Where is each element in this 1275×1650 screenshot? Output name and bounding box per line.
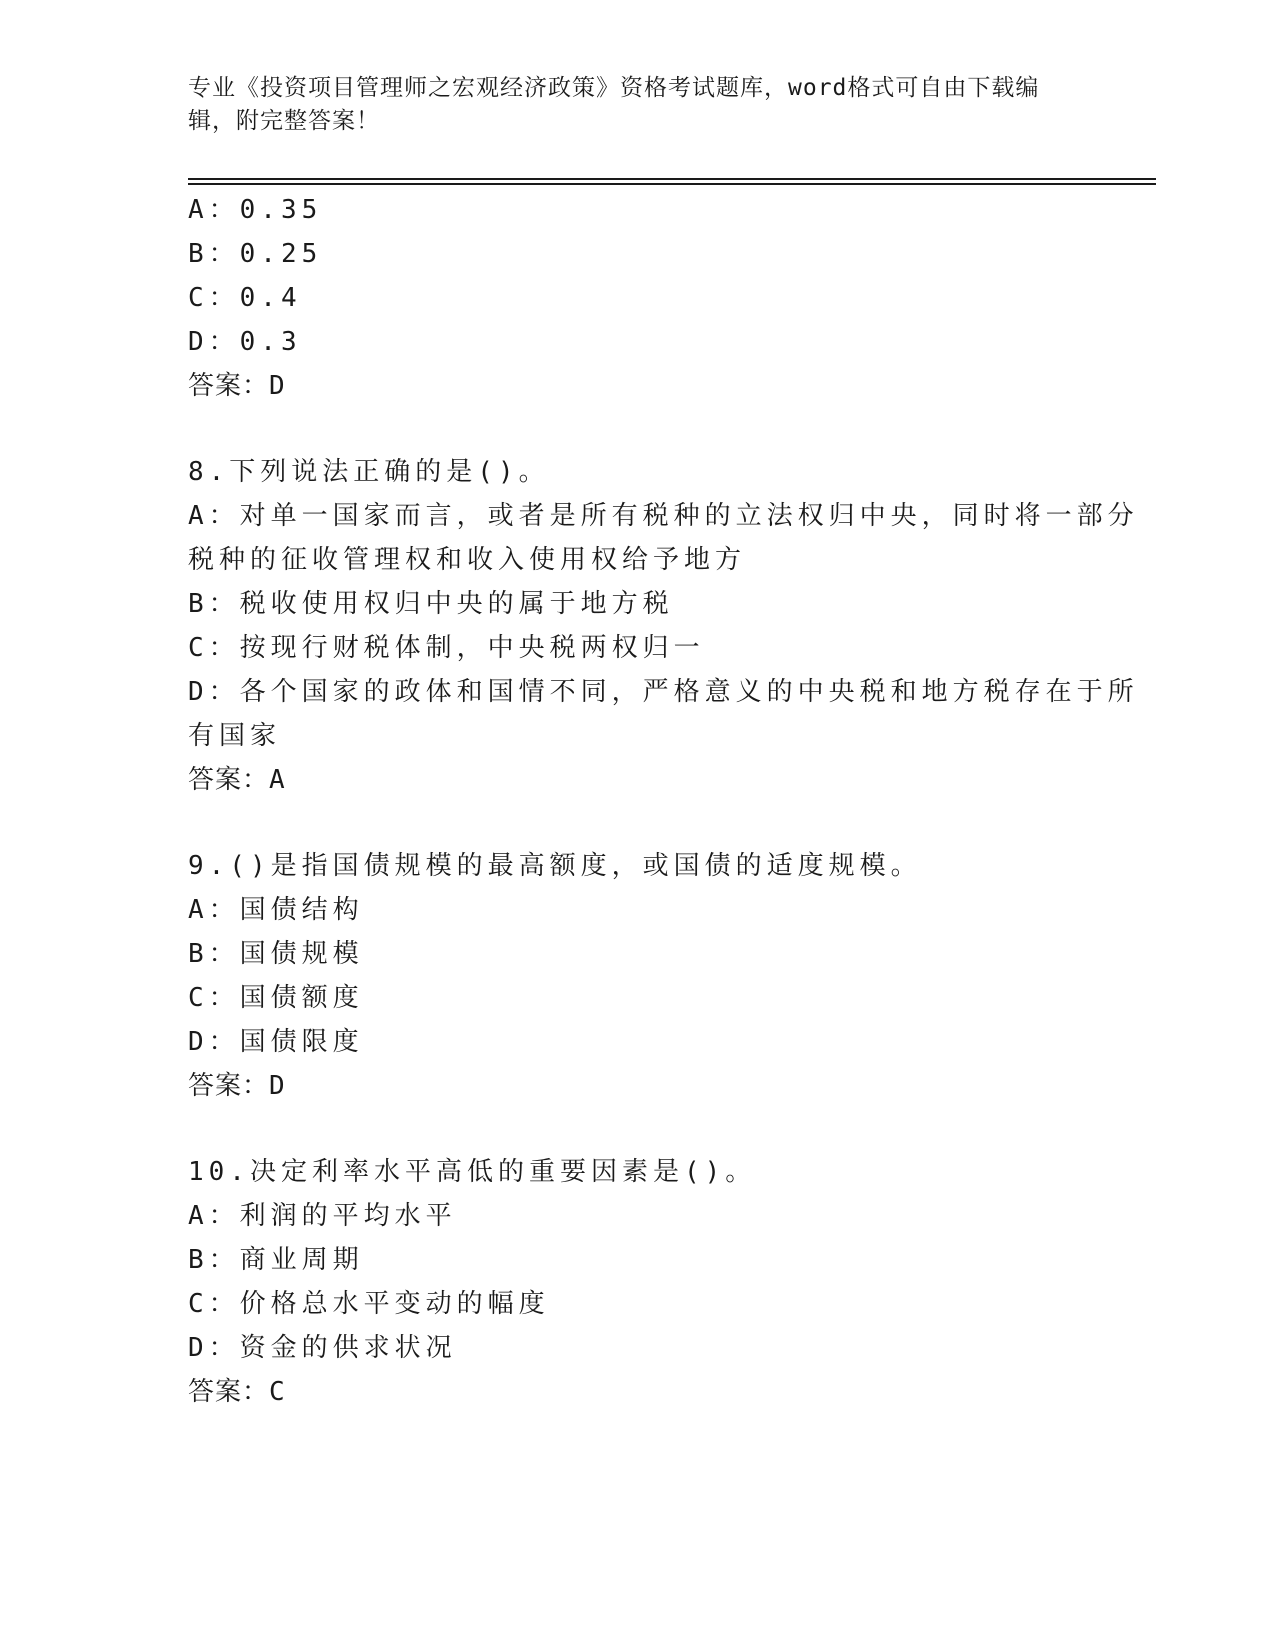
q8-option-a-line-1: A：对单一国家而言，或者是所有税种的立法权归中央，同时将一部分 (188, 501, 1139, 531)
q8-option-d-line-2: 有国家 (188, 721, 282, 751)
q10-option-b: B：商业周期 (188, 1245, 364, 1275)
q7-answer-value: D (269, 371, 286, 401)
q8-option-c: C：按现行财税体制，中央税两权归一 (188, 633, 705, 663)
q9-option-d: D：国债限度 (188, 1027, 364, 1057)
q9-answer-value: D (269, 1071, 286, 1101)
q8-option-a-line-2: 税种的征收管理权和收入使用权给予地方 (188, 545, 747, 575)
q8-option-b: B：税收使用权归中央的属于地方税 (188, 589, 674, 619)
q8-answer (188, 762, 1088, 798)
header-line-2: 辑，附完整答案！ (188, 108, 380, 134)
q7-option-a: A：0.35 (188, 195, 323, 225)
header-line-1: 专业《投资项目管理师之宏观经济政策》资格考试题库，word格式可自由下载编 (188, 75, 1040, 101)
q9-option-c: C：国债额度 (188, 983, 364, 1013)
header-divider-bottom (188, 183, 1156, 185)
q9-answer (188, 1068, 1088, 1104)
q8-stem: 8.下列说法正确的是()。 (188, 457, 550, 487)
q10-answer-value: C (269, 1377, 286, 1407)
q10-stem: 10.决定利率水平高低的重要因素是()。 (188, 1157, 757, 1187)
q7-answer-label: 答案： (188, 371, 270, 401)
q9-option-a: A：国债结构 (188, 895, 364, 925)
q9-answer-label: 答案： (188, 1071, 270, 1101)
q7-answer (188, 368, 1088, 404)
q7-option-b: B：0.25 (188, 239, 323, 269)
header-divider-top (188, 178, 1156, 180)
q10-answer-label: 答案： (188, 1377, 270, 1407)
q10-option-c: C：价格总水平变动的幅度 (188, 1289, 550, 1319)
document-header (188, 72, 1088, 138)
q7-option-d: D：0.3 (188, 327, 302, 357)
q8-answer-label: 答案： (188, 765, 270, 795)
q8-answer-value: A (269, 765, 286, 795)
q9-option-b: B：国债规模 (188, 939, 364, 969)
q10-option-d: D：资金的供求状况 (188, 1333, 457, 1363)
q7-option-c: C：0.4 (188, 283, 302, 313)
q8-option-d-line-1: D：各个国家的政体和国情不同，严格意义的中央税和地方税存在于所 (188, 677, 1139, 707)
q10-option-a: A：利润的平均水平 (188, 1201, 457, 1231)
q9-stem: 9.()是指国债规模的最高额度，或国债的适度规模。 (188, 851, 922, 881)
q10-answer (188, 1374, 1088, 1410)
